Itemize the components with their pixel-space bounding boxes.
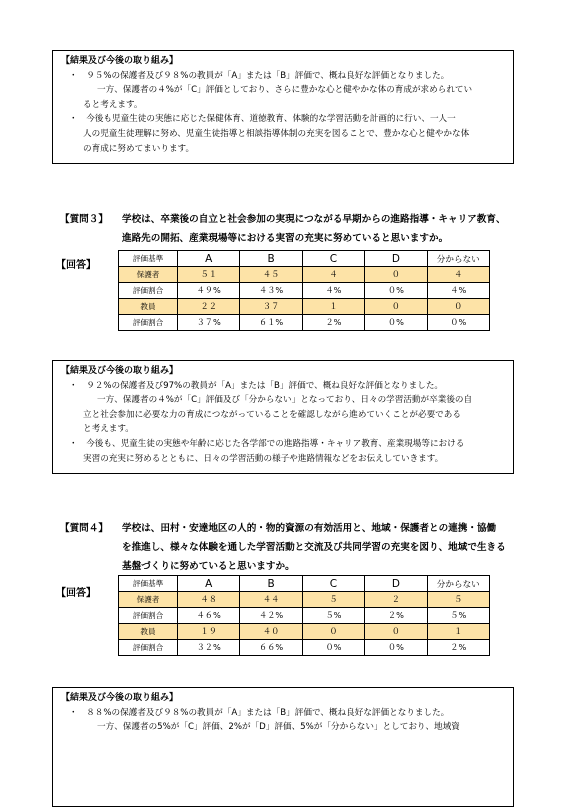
table-row	[119, 267, 490, 283]
results-box-3	[52, 687, 514, 807]
table-cell: ０%	[365, 315, 427, 331]
question-4	[60, 519, 530, 576]
table-header-cell: D	[365, 576, 427, 592]
table-cell: ４	[302, 267, 364, 283]
results-box-2	[52, 360, 514, 474]
table-cell: ４８	[178, 592, 240, 608]
table-cell: ０	[427, 299, 489, 315]
table-cell: １	[427, 624, 489, 640]
table-cell: ４%	[427, 283, 489, 299]
table-header-cell: 分からない	[427, 251, 489, 267]
table-cell: 保護者	[119, 592, 178, 608]
question-text: 進路先の開拓、産業現場等における実習の充実に努めていると思いますか。	[122, 233, 449, 244]
table-cell: １９	[178, 624, 240, 640]
results-line: ると考えます。	[83, 99, 143, 110]
table-cell: ３７	[240, 299, 302, 315]
table-row	[119, 283, 490, 299]
table-cell: ５	[302, 592, 364, 608]
results-line: ・ 今後も、児童生徒の実態や年齢に応じた各学部での進路指導・キャリア教育、産業現場等における	[69, 438, 465, 449]
table-cell: ０	[365, 624, 427, 640]
table-cell: ２%	[365, 608, 427, 624]
table-header-cell: B	[240, 251, 302, 267]
table-cell: ０	[365, 299, 427, 315]
table-cell: ４０	[240, 624, 302, 640]
results-line: ・ ８８%の保護者及び９８%の教員が「A」または「B」評価で、概ね良好な評価となりました。	[69, 707, 450, 718]
table-cell: ０%	[365, 283, 427, 299]
answer-label: 【回答】	[56, 588, 96, 599]
table-row	[119, 624, 490, 640]
table-cell: ２２	[178, 299, 240, 315]
table-cell: ０	[302, 624, 364, 640]
table-cell: ４６%	[178, 608, 240, 624]
results-line: ・ ９５%の保護者及び９８%の教員が「A」または「B」評価で、概ね良好な評価となりました。	[69, 70, 450, 81]
question-label: 【質問４】	[60, 523, 108, 534]
results-line: 人の児童生徒理解に努め、児童生徒指導と相談指導体制の充実を図ることで、豊かな心と健やかな体	[83, 128, 470, 139]
table-cell: ０	[365, 267, 427, 283]
results-line: ・ 今後も児童生徒の実態に応じた保健体育、道徳教育、体験的な学習活動を計画的に行い、一人一	[69, 114, 456, 125]
results-line: 立と社会参加に必要な力の育成につながっていることを確認しながら進めていくことが必要である	[83, 409, 461, 420]
table-cell: ４%	[302, 283, 364, 299]
table-cell: 評価割合	[119, 315, 178, 331]
table-cell: １	[302, 299, 364, 315]
results-title: 【結果及び今後の取り組み】	[61, 693, 179, 703]
table-cell: 評価割合	[119, 640, 178, 656]
table-header-cell: D	[365, 251, 427, 267]
table-cell: ２	[365, 592, 427, 608]
question-text: 学校は、卒業後の自立と社会参加の実現につながる早期からの進路指導・キャリア教育、	[122, 214, 506, 225]
table-row	[119, 299, 490, 315]
table-row	[119, 640, 490, 656]
results-line: ・ ９２%の保護者及び97%の教員が「A」または「B」評価で、概ね良好な評価となりました。	[69, 380, 444, 391]
question-text: を推進し、様々な体験を通した学習活動と交流及び共同学習の充実を図り、地域で生きる	[122, 542, 506, 553]
question-text: 学校は、田村・安達地区の人的・物的資源の有効活用と、地域・保護者との連携・協働	[122, 523, 497, 534]
table-cell: 評価割合	[119, 283, 178, 299]
table-cell: ５%	[302, 608, 364, 624]
table-cell: ４２%	[240, 608, 302, 624]
results-line: 一方、保護者の5%が「C」評価、2%が「D」評価、5%が「分からない」としており、地域資	[97, 722, 460, 733]
table-cell: ３７%	[178, 315, 240, 331]
table-cell: 保護者	[119, 267, 178, 283]
results-line: 実習の充実に努めるとともに、日々の学習活動の様子や進路情報などをお伝えしていきます。	[83, 453, 444, 464]
table-header-cell: 評価基準	[119, 251, 178, 267]
table-cell: 教員	[119, 624, 178, 640]
results-line: 一方、保護者の４%が「C」評価としており、さらに豊かな心と健やかな体の育成が求められてい	[97, 85, 473, 96]
table-cell: ４	[427, 267, 489, 283]
table-row	[119, 315, 490, 331]
results-box-1	[52, 50, 514, 164]
table-row	[119, 592, 490, 608]
table-cell: ２%	[302, 315, 364, 331]
question-text: 基盤づくりに努めていると思いますか。	[122, 561, 295, 572]
table-cell: 教員	[119, 299, 178, 315]
results-table-q4	[118, 575, 490, 656]
table-cell: ４９%	[178, 283, 240, 299]
results-title: 【結果及び今後の取り組み】	[61, 366, 179, 376]
results-title: 【結果及び今後の取り組み】	[61, 56, 179, 66]
table-cell: ４４	[240, 592, 302, 608]
table-cell: ２%	[427, 640, 489, 656]
results-line: と考えます。	[83, 424, 134, 435]
table-header-cell: C	[302, 251, 364, 267]
table-cell: ４５	[240, 267, 302, 283]
table-cell: ３２%	[178, 640, 240, 656]
table-cell: ５１	[178, 267, 240, 283]
question-label: 【質問３】	[60, 214, 108, 225]
table-header-cell: C	[302, 576, 364, 592]
results-line: の育成に努めてまいります。	[83, 143, 195, 154]
results-table-q3	[118, 250, 490, 331]
table-cell: ５	[427, 592, 489, 608]
table-header-cell: 分からない	[427, 576, 489, 592]
results-line: 一方、保護者の４%が「C」評価及び「分からない」となっており、日々の学習活動が卒業後の自	[97, 395, 473, 406]
answer-label: 【回答】	[56, 260, 96, 271]
table-cell: ０%	[427, 315, 489, 331]
table-header-cell: 評価基準	[119, 576, 178, 592]
table-cell: ５%	[427, 608, 489, 624]
table-cell: ０%	[302, 640, 364, 656]
table-header-cell: B	[240, 576, 302, 592]
table-cell: 評価割合	[119, 608, 178, 624]
table-cell: ４３%	[240, 283, 302, 299]
table-header-cell: A	[178, 251, 240, 267]
table-header-cell: A	[178, 576, 240, 592]
table-row	[119, 608, 490, 624]
table-cell: ６１%	[240, 315, 302, 331]
question-3	[60, 210, 530, 248]
table-cell: ０%	[365, 640, 427, 656]
table-cell: ６６%	[240, 640, 302, 656]
